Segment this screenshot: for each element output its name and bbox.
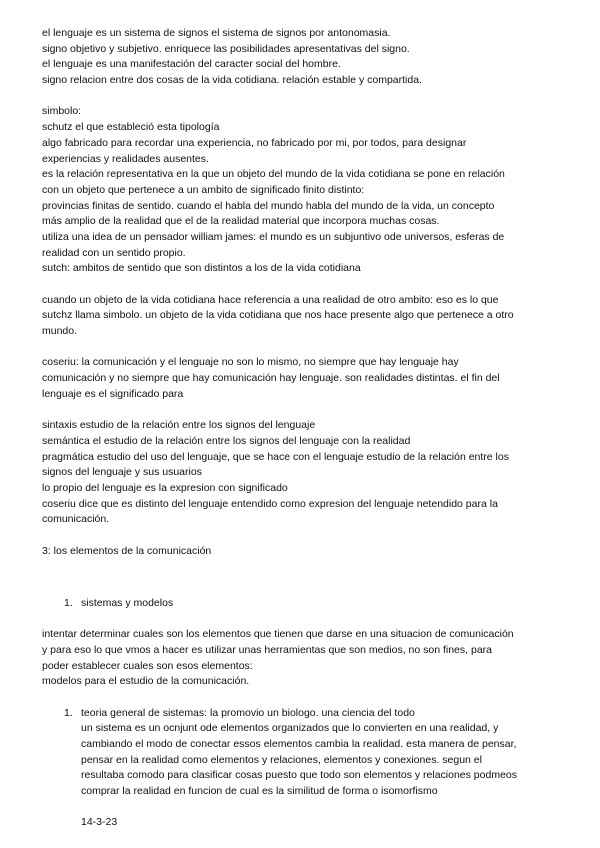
- paragraph-lenguaje-signos: [42, 26, 562, 89]
- text-line: con un objeto que pertenece a un ambito de significado finito distinto:: [42, 183, 365, 196]
- text-line: el lenguaje es un sistema de signos el sistema de signos por antonomasia.: [42, 27, 391, 39]
- text-line: cambiando el modo de conectar essos elementos cambia la realidad. esta manera de pensar,: [81, 738, 517, 751]
- text-line: es la relación representativa en la que un objeto del mundo de la vida cotidiana se pone en relación: [42, 168, 505, 181]
- text-line: coseriu dice que es distinto del lenguaje entendido como expresion del lenguaje netendido para la: [42, 497, 498, 510]
- list-number: 1.: [64, 706, 73, 719]
- text-line: mundo.: [42, 325, 78, 338]
- paragraph-coseriu: [42, 355, 562, 402]
- list-item: [42, 596, 562, 612]
- text-line: un sistema es un ocnjunt ode elementos organizados que lo convierten en una realidad, y: [81, 722, 499, 735]
- text-line: signo relacion entre dos cosas de la vida cotidiana. relación estable y compartida.: [42, 74, 422, 87]
- list-item: [42, 706, 562, 800]
- text-line: pensar en la realidad como elementos y relaciones, elementos y conexiones. segun el: [81, 753, 482, 766]
- text-line: experiencias y realidades ausentes.: [42, 152, 209, 165]
- text-line: realidad con un sentido propio.: [42, 246, 186, 259]
- paragraph-objeto-simbolo: [42, 293, 562, 340]
- paragraph-sintaxis-semantica: [42, 418, 562, 528]
- text-line: comprar la realidad en funcion de cual es la similitud de forma o isomorfismo: [81, 785, 438, 798]
- numbered-list-teoria: [42, 706, 562, 800]
- list-number: 1.: [64, 596, 73, 609]
- text-line: signos del lenguaje y sus usuarios: [42, 466, 202, 479]
- text-line: intentar determinar cuales son los elementos que tienen que darse en una situacion de comunicación: [42, 628, 514, 641]
- text-line: más amplio de la realidad que el de la realidad material que incorpora muchas cosas.: [42, 215, 440, 228]
- text-line: cuando un objeto de la vida cotidiana hace referencia a una realidad de otro ambito: eso es lo que: [42, 293, 499, 306]
- document-page: [42, 26, 562, 831]
- text-line: provincias finitas de sentido. cuando el habla del mundo habla del mundo de la vida, un concepto: [42, 199, 495, 212]
- text-line: semántica el estudio de la relación entre los signos del lenguaje con la realidad: [42, 434, 411, 447]
- text-line: modelos para el estudio de la comunicación.: [42, 675, 250, 688]
- text-line: simbolo:: [42, 105, 82, 118]
- text-line: el lenguaje es una manifestación del caracter social del hombre.: [42, 58, 341, 71]
- date-text: 14-3-23: [81, 816, 118, 829]
- numbered-list-sistemas: [42, 596, 562, 612]
- text-line: signo objetivo y subjetivo. enriquece las posibilidades apresentativas del signo.: [42, 42, 410, 55]
- text-line: comunicación.: [42, 513, 110, 526]
- text-line: coseriu: la comunicación y el lenguaje no son lo mismo, no siempre que hay lenguaje hay: [42, 356, 459, 369]
- section-heading: [42, 544, 562, 560]
- text-line: lenguaje es el significado para: [42, 387, 184, 400]
- text-line: utiliza una idea de un pensador william james: el mundo es un subjuntivo ode universos, esferas de: [42, 231, 505, 244]
- text-line: lo propio del lenguaje es la expresion con significado: [42, 481, 288, 494]
- paragraph-intentar-determinar: [42, 627, 562, 690]
- date-note: [42, 815, 562, 831]
- section-heading-text: 3: los elementos de la comunicación: [42, 544, 212, 557]
- text-line: sintaxis estudio de la relación entre los signos del lenguaje: [42, 419, 316, 432]
- text-line: comunicación y no siempre que hay comunicación hay lenguaje. son realidades distintas. el fin del: [42, 372, 500, 385]
- text-line: algo fabricado para recordar una experiencia, no fabricado por mi, por todos, para designar: [42, 136, 467, 149]
- paragraph-simbolo: [42, 104, 562, 277]
- text-line: y para eso lo que vmos a hacer es utilizar unas herramientas que son medios, no son fines, para: [42, 643, 492, 656]
- text-line: resultaba comodo para clasificar cosas puesto que todo son elementos y relaciones podmeos: [81, 769, 518, 782]
- text-line: schutz el que estableció esta tipología: [42, 121, 220, 134]
- text-line: sutchz llama simbolo. un objeto de la vida cotidiana que nos hace presente algo que pertenece a otro: [42, 309, 514, 322]
- text-line: sutch: ambitos de sentido que son distintos a los de la vida cotidiana: [42, 262, 361, 275]
- text-line: pragmática estudio del uso del lenguaje, que se hace con el lenguaje estudio de la relación entre los: [42, 450, 509, 463]
- text-line: teoria general de sistemas: la promovio un biologo. una ciencia del todo: [81, 706, 415, 719]
- list-item-text: sistemas y modelos: [81, 596, 174, 609]
- text-line: poder establecer cuales son esos elementos:: [42, 659, 253, 672]
